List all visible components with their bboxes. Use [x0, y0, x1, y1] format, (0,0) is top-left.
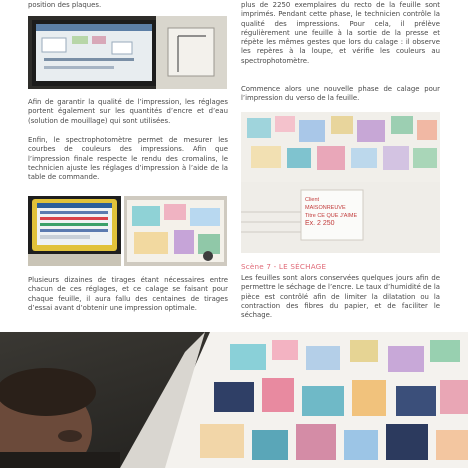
- job-label-card: [305, 196, 361, 236]
- photo-computer-screen: [28, 16, 227, 89]
- label-title: Titre CE QUE J'AIME: [305, 213, 358, 219]
- text-drying: Les feuilles sont alors conservées quelques jours afin de permettre le séchage de l’encre. Le taux d’humidité de la pièce est contrôlé afin de limiter la dilatation ou la contraction des fibres du papier, et de faciliter le séchage.: [241, 274, 440, 320]
- photo-technician-inspecting-print: [0, 332, 468, 468]
- text-spectrophotometer: Enfin, le spectrophotomètre permet de mesurer les courbes de couleurs des impressions. Afin que l’impression finale respecte le rendu des cromalins, le technicien ajuste les réglages d’impression à l’aide de la table de commande.: [28, 136, 228, 182]
- label-quantity: Ex. 2 250: [305, 220, 335, 227]
- photo-sheet-stack: [241, 112, 440, 253]
- text-print-run: plus de 2250 exemplaires du recto de la feuille sont imprimés. Pendant cette phase, le technicien contrôle la qualité des impressions. Pour cela, il prélève régulièrement une feuille à la sortie de la presse et répète les mêmes gestes que lors du calage : il observe les repères à la loupe, et vérifie les couleurs au spectrophotomètre.: [241, 1, 440, 65]
- text-verso: Commence alors une nouvelle phase de calage pour l’impression du verso de la feuille.: [241, 85, 440, 103]
- text-trials: Plusieurs dizaines de tirages étant nécessaires entre chacun de ces réglages, et ce calage se faisant pour chaque feuille, il aura fallu des centaines de tirages d’essai avant d’obtenir une impression optimale.: [28, 276, 228, 312]
- section-heading-drying: Scène 7 - LE SÉCHAGE: [241, 262, 327, 271]
- label-client: Client MAISONREUVE: [305, 197, 346, 211]
- text-quality: Afin de garantir la qualité de l’impression, les réglages portent également sur les quantités d’encre et d’eau (solution de mouillage) qui sont utilisées.: [28, 98, 228, 125]
- text-intro: position des plaques.: [28, 1, 102, 9]
- photo-press-sheet: [124, 196, 227, 266]
- photo-control-monitor: [28, 196, 121, 266]
